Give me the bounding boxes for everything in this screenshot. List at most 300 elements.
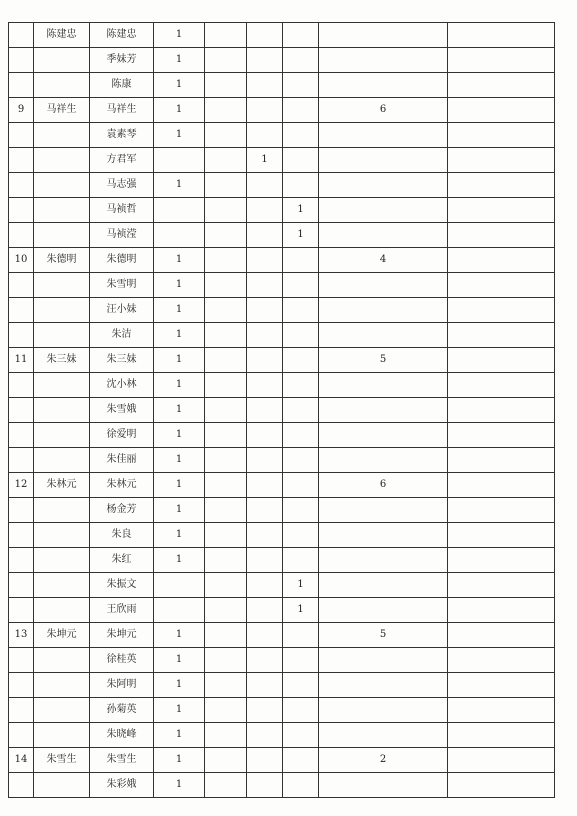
householder-cell: 朱雪生 [34, 748, 90, 773]
count-col-4-cell [283, 398, 319, 423]
count-col-1-cell: 1 [154, 48, 205, 73]
remarks-cell [448, 623, 555, 648]
count-col-4-cell [283, 173, 319, 198]
count-col-1-cell: 1 [154, 623, 205, 648]
member-name-cell: 朱雪明 [90, 273, 154, 298]
count-col-4-cell [283, 698, 319, 723]
member-name-cell: 马祯哲 [90, 198, 154, 223]
remarks-cell [448, 398, 555, 423]
household-total-cell [319, 23, 448, 48]
count-col-1-cell: 1 [154, 373, 205, 398]
remarks-cell [448, 473, 555, 498]
table-row [9, 373, 555, 398]
household-total-cell [319, 223, 448, 248]
householder-cell [34, 573, 90, 598]
table-row [9, 523, 555, 548]
count-col-4-cell [283, 723, 319, 748]
count-col-2-cell [205, 623, 247, 648]
table-row [9, 248, 555, 273]
household-number-cell [9, 148, 34, 173]
member-name-cell: 朱晓峰 [90, 723, 154, 748]
table-row [9, 748, 555, 773]
table-row [9, 223, 555, 248]
count-col-3-cell [247, 373, 283, 398]
count-col-3-cell [247, 248, 283, 273]
table-row [9, 698, 555, 723]
count-col-4-cell [283, 773, 319, 798]
household-total-cell [319, 523, 448, 548]
remarks-cell [448, 523, 555, 548]
count-col-4-cell [283, 748, 319, 773]
count-col-1-cell: 1 [154, 523, 205, 548]
count-col-2-cell [205, 773, 247, 798]
count-col-3-cell [247, 223, 283, 248]
member-name-cell: 沈小林 [90, 373, 154, 398]
count-col-3-cell [247, 773, 283, 798]
household-number-cell [9, 48, 34, 73]
count-col-4-cell [283, 98, 319, 123]
count-col-2-cell [205, 748, 247, 773]
count-col-3-cell [247, 273, 283, 298]
count-col-3-cell [247, 698, 283, 723]
count-col-4-cell [283, 348, 319, 373]
count-col-2-cell [205, 423, 247, 448]
remarks-cell [448, 373, 555, 398]
household-number-cell [9, 573, 34, 598]
table-row [9, 123, 555, 148]
householder-cell [34, 648, 90, 673]
count-col-1-cell: 1 [154, 298, 205, 323]
remarks-cell [448, 648, 555, 673]
householder-cell [34, 373, 90, 398]
household-total-cell [319, 448, 448, 473]
household-total-cell [319, 498, 448, 523]
count-col-4-cell [283, 673, 319, 698]
count-col-1-cell: 1 [154, 498, 205, 523]
household-total-cell [319, 73, 448, 98]
household-total-cell: 4 [319, 248, 448, 273]
count-col-1-cell: 1 [154, 398, 205, 423]
household-total-cell [319, 773, 448, 798]
household-total-cell [319, 323, 448, 348]
householder-cell: 朱坤元 [34, 623, 90, 648]
household-number-cell [9, 23, 34, 48]
household-total-cell [319, 148, 448, 173]
count-col-2-cell [205, 573, 247, 598]
count-col-2-cell [205, 273, 247, 298]
householder-cell [34, 673, 90, 698]
table-row [9, 273, 555, 298]
householder-cell [34, 73, 90, 98]
table-row [9, 623, 555, 648]
householder-cell: 朱三妹 [34, 348, 90, 373]
member-name-cell: 马志强 [90, 173, 154, 198]
count-col-3-cell [247, 473, 283, 498]
table-row [9, 723, 555, 748]
remarks-cell [448, 323, 555, 348]
remarks-cell [448, 348, 555, 373]
household-total-cell: 6 [319, 473, 448, 498]
count-col-2-cell [205, 248, 247, 273]
household-total-cell [319, 423, 448, 448]
count-col-3-cell [247, 523, 283, 548]
householder-cell [34, 398, 90, 423]
remarks-cell [448, 98, 555, 123]
householder-cell: 马祥生 [34, 98, 90, 123]
count-col-1-cell [154, 198, 205, 223]
count-col-4-cell [283, 123, 319, 148]
count-col-1-cell: 1 [154, 473, 205, 498]
member-name-cell: 朱雪娥 [90, 398, 154, 423]
count-col-4-cell [283, 323, 319, 348]
table-row [9, 598, 555, 623]
remarks-cell [448, 48, 555, 73]
member-name-cell: 朱三妹 [90, 348, 154, 373]
table-row [9, 473, 555, 498]
count-col-1-cell: 1 [154, 723, 205, 748]
householder-cell: 陈建忠 [34, 23, 90, 48]
count-col-4-cell [283, 448, 319, 473]
table-row [9, 98, 555, 123]
count-col-4-cell [283, 148, 319, 173]
household-total-cell [319, 548, 448, 573]
household-number-cell [9, 298, 34, 323]
householder-cell [34, 523, 90, 548]
remarks-cell [448, 673, 555, 698]
member-name-cell: 朱良 [90, 523, 154, 548]
count-col-4-cell [283, 523, 319, 548]
household-number-cell [9, 398, 34, 423]
count-col-4-cell [283, 248, 319, 273]
count-col-2-cell [205, 698, 247, 723]
table-row [9, 173, 555, 198]
count-col-2-cell [205, 723, 247, 748]
household-number-cell [9, 273, 34, 298]
count-col-3-cell [247, 48, 283, 73]
count-col-2-cell [205, 98, 247, 123]
household-number-cell: 11 [9, 348, 34, 373]
householder-cell [34, 723, 90, 748]
household-total-cell [319, 573, 448, 598]
count-col-3-cell [247, 323, 283, 348]
household-number-cell [9, 73, 34, 98]
household-number-cell [9, 423, 34, 448]
householder-cell [34, 223, 90, 248]
householder-cell [34, 698, 90, 723]
member-name-cell: 朱阿明 [90, 673, 154, 698]
remarks-cell [448, 148, 555, 173]
count-col-4-cell [283, 498, 319, 523]
count-col-3-cell [247, 448, 283, 473]
count-col-4-cell: 1 [283, 223, 319, 248]
householder-cell [34, 423, 90, 448]
household-number-cell [9, 373, 34, 398]
household-total-cell: 6 [319, 98, 448, 123]
household-total-cell [319, 298, 448, 323]
member-name-cell: 朱佳丽 [90, 448, 154, 473]
remarks-cell [448, 448, 555, 473]
household-total-cell [319, 123, 448, 148]
count-col-1-cell: 1 [154, 698, 205, 723]
member-name-cell: 朱振文 [90, 573, 154, 598]
member-name-cell: 杨金芳 [90, 498, 154, 523]
household-number-cell [9, 498, 34, 523]
table-row [9, 298, 555, 323]
member-name-cell: 徐爱明 [90, 423, 154, 448]
household-total-cell [319, 373, 448, 398]
household-total-cell: 2 [319, 748, 448, 773]
member-name-cell: 朱洁 [90, 323, 154, 348]
count-col-4-cell [283, 273, 319, 298]
count-col-4-cell [283, 73, 319, 98]
count-col-3-cell [247, 23, 283, 48]
household-total-cell [319, 648, 448, 673]
count-col-2-cell [205, 523, 247, 548]
count-col-3-cell [247, 598, 283, 623]
remarks-cell [448, 298, 555, 323]
household-number-cell: 14 [9, 748, 34, 773]
table-row [9, 673, 555, 698]
count-col-1-cell [154, 573, 205, 598]
remarks-cell [448, 573, 555, 598]
remarks-cell [448, 223, 555, 248]
count-col-4-cell [283, 48, 319, 73]
count-col-1-cell: 1 [154, 273, 205, 298]
household-number-cell [9, 323, 34, 348]
household-number-cell [9, 448, 34, 473]
count-col-3-cell [247, 198, 283, 223]
household-number-cell [9, 673, 34, 698]
count-col-3-cell [247, 348, 283, 373]
table-row [9, 548, 555, 573]
household-number-cell [9, 173, 34, 198]
household-number-cell [9, 648, 34, 673]
householder-cell [34, 448, 90, 473]
remarks-cell [448, 698, 555, 723]
householder-cell [34, 498, 90, 523]
count-col-1-cell: 1 [154, 23, 205, 48]
count-col-4-cell [283, 648, 319, 673]
count-col-3-cell [247, 723, 283, 748]
remarks-cell [448, 548, 555, 573]
count-col-4-cell [283, 373, 319, 398]
count-col-3-cell [247, 73, 283, 98]
count-col-3-cell [247, 398, 283, 423]
household-total-cell [319, 398, 448, 423]
count-col-4-cell: 1 [283, 198, 319, 223]
household-number-cell [9, 598, 34, 623]
household-number-cell: 13 [9, 623, 34, 648]
count-col-2-cell [205, 48, 247, 73]
householder-cell [34, 173, 90, 198]
count-col-2-cell [205, 323, 247, 348]
count-col-1-cell: 1 [154, 673, 205, 698]
householder-cell [34, 548, 90, 573]
member-name-cell: 徐桂英 [90, 648, 154, 673]
count-col-2-cell [205, 498, 247, 523]
count-col-4-cell [283, 298, 319, 323]
remarks-cell [448, 748, 555, 773]
household-total-cell [319, 173, 448, 198]
member-name-cell: 陈建忠 [90, 23, 154, 48]
count-col-1-cell: 1 [154, 648, 205, 673]
householder-cell: 朱德明 [34, 248, 90, 273]
count-col-3-cell [247, 173, 283, 198]
count-col-1-cell: 1 [154, 448, 205, 473]
remarks-cell [448, 273, 555, 298]
count-col-2-cell [205, 448, 247, 473]
remarks-cell [448, 773, 555, 798]
householder-cell [34, 298, 90, 323]
count-col-2-cell [205, 548, 247, 573]
household-total-cell: 5 [319, 623, 448, 648]
member-name-cell: 方君军 [90, 148, 154, 173]
household-total-cell [319, 273, 448, 298]
householder-cell [34, 48, 90, 73]
count-col-2-cell [205, 648, 247, 673]
count-col-1-cell: 1 [154, 98, 205, 123]
household-number-cell [9, 548, 34, 573]
count-col-2-cell [205, 148, 247, 173]
count-col-2-cell [205, 373, 247, 398]
member-name-cell: 马祥生 [90, 98, 154, 123]
household-total-cell [319, 48, 448, 73]
remarks-cell [448, 123, 555, 148]
household-total-cell [319, 598, 448, 623]
count-col-1-cell: 1 [154, 323, 205, 348]
member-name-cell: 孙菊英 [90, 698, 154, 723]
count-col-2-cell [205, 598, 247, 623]
table-row [9, 23, 555, 48]
count-col-2-cell [205, 398, 247, 423]
count-col-4-cell: 1 [283, 573, 319, 598]
household-register-table [8, 22, 555, 798]
count-col-4-cell [283, 473, 319, 498]
member-name-cell: 朱彩娥 [90, 773, 154, 798]
household-number-cell: 12 [9, 473, 34, 498]
count-col-3-cell [247, 673, 283, 698]
table-row [9, 48, 555, 73]
count-col-3-cell [247, 573, 283, 598]
remarks-cell [448, 198, 555, 223]
household-total-cell [319, 673, 448, 698]
table-row [9, 398, 555, 423]
table-row [9, 773, 555, 798]
table-row [9, 348, 555, 373]
count-col-2-cell [205, 223, 247, 248]
count-col-1-cell: 1 [154, 123, 205, 148]
member-name-cell: 汪小妹 [90, 298, 154, 323]
remarks-cell [448, 173, 555, 198]
count-col-1-cell: 1 [154, 423, 205, 448]
table-row [9, 198, 555, 223]
count-col-4-cell [283, 423, 319, 448]
household-number-cell: 9 [9, 98, 34, 123]
householder-cell [34, 773, 90, 798]
count-col-3-cell: 1 [247, 148, 283, 173]
household-total-cell [319, 723, 448, 748]
remarks-cell [448, 498, 555, 523]
householder-cell: 朱林元 [34, 473, 90, 498]
count-col-2-cell [205, 473, 247, 498]
count-col-3-cell [247, 648, 283, 673]
count-col-2-cell [205, 123, 247, 148]
count-col-2-cell [205, 348, 247, 373]
count-col-3-cell [247, 98, 283, 123]
table-body [9, 23, 555, 798]
household-total-cell [319, 698, 448, 723]
member-name-cell: 朱雪生 [90, 748, 154, 773]
member-name-cell: 朱林元 [90, 473, 154, 498]
count-col-2-cell [205, 73, 247, 98]
count-col-1-cell: 1 [154, 348, 205, 373]
household-total-cell [319, 198, 448, 223]
count-col-1-cell: 1 [154, 73, 205, 98]
count-col-2-cell [205, 673, 247, 698]
household-number-cell [9, 523, 34, 548]
household-number-cell [9, 773, 34, 798]
table-row [9, 73, 555, 98]
household-number-cell [9, 698, 34, 723]
table-row [9, 423, 555, 448]
count-col-1-cell: 1 [154, 248, 205, 273]
count-col-4-cell [283, 548, 319, 573]
remarks-cell [448, 723, 555, 748]
count-col-1-cell [154, 598, 205, 623]
table-row [9, 498, 555, 523]
member-name-cell: 朱坤元 [90, 623, 154, 648]
count-col-3-cell [247, 423, 283, 448]
householder-cell [34, 323, 90, 348]
household-total-cell: 5 [319, 348, 448, 373]
count-col-1-cell: 1 [154, 173, 205, 198]
count-col-3-cell [247, 623, 283, 648]
member-name-cell: 朱德明 [90, 248, 154, 273]
household-number-cell [9, 723, 34, 748]
member-name-cell: 季妹芳 [90, 48, 154, 73]
household-number-cell [9, 198, 34, 223]
count-col-4-cell: 1 [283, 598, 319, 623]
count-col-1-cell [154, 148, 205, 173]
member-name-cell: 朱红 [90, 548, 154, 573]
remarks-cell [448, 23, 555, 48]
count-col-1-cell [154, 223, 205, 248]
household-number-cell [9, 223, 34, 248]
count-col-3-cell [247, 748, 283, 773]
table-row [9, 448, 555, 473]
remarks-cell [448, 248, 555, 273]
table-row [9, 573, 555, 598]
householder-cell [34, 598, 90, 623]
count-col-3-cell [247, 498, 283, 523]
count-col-1-cell: 1 [154, 773, 205, 798]
remarks-cell [448, 598, 555, 623]
table-row [9, 148, 555, 173]
count-col-3-cell [247, 123, 283, 148]
count-col-1-cell: 1 [154, 748, 205, 773]
count-col-2-cell [205, 198, 247, 223]
table-row [9, 323, 555, 348]
count-col-2-cell [205, 298, 247, 323]
household-number-cell: 10 [9, 248, 34, 273]
count-col-2-cell [205, 173, 247, 198]
count-col-4-cell [283, 623, 319, 648]
remarks-cell [448, 423, 555, 448]
count-col-3-cell [247, 548, 283, 573]
count-col-2-cell [205, 23, 247, 48]
count-col-4-cell [283, 23, 319, 48]
householder-cell [34, 198, 90, 223]
